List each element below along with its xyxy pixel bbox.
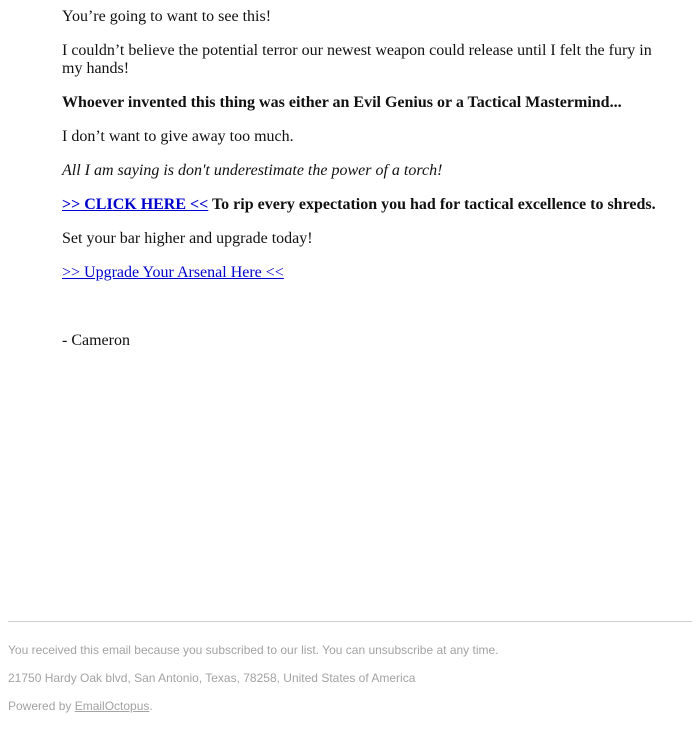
- greeting-text: You’re going to want to see this!: [62, 8, 272, 25]
- click-here-link[interactable]: >> CLICK HERE <<: [62, 196, 209, 213]
- bar-line: Set your bar higher and upgrade today!: [62, 230, 313, 247]
- tease-text: I don’t want to give away too much.: [62, 128, 294, 145]
- powered-by: [8, 699, 692, 713]
- signature: - Cameron: [62, 332, 130, 349]
- subscription-notice: You received this email because you subscribed to our list. You can unsubscribe at any time.: [8, 643, 499, 657]
- upgrade-paragraph: [62, 264, 672, 282]
- italic-line: All I am saying is don't underestimate the power of a torch!: [62, 162, 443, 179]
- powered-by-prefix: Powered by: [8, 699, 75, 713]
- cta-text: To rip every expectation you had for tactical excellence to shreds.: [208, 196, 656, 213]
- cta-paragraph: [62, 196, 682, 214]
- footer-divider: [8, 621, 692, 622]
- headline-bold-text: Whoever invented this thing was either an Evil Genius or a Tactical Mastermind...: [62, 94, 622, 111]
- powered-by-suffix: .: [149, 699, 153, 713]
- sender-address: 21750 Hardy Oak blvd, San Antonio, Texas, 78258, United States of America: [8, 671, 416, 685]
- emailoctopus-link[interactable]: EmailOctopus: [74, 699, 150, 713]
- intro-paragraph: I couldn’t believe the potential terror our newest weapon could release until I felt the fury in my hands!: [62, 42, 652, 77]
- upgrade-arsenal-link[interactable]: >> Upgrade Your Arsenal Here <<: [62, 264, 284, 281]
